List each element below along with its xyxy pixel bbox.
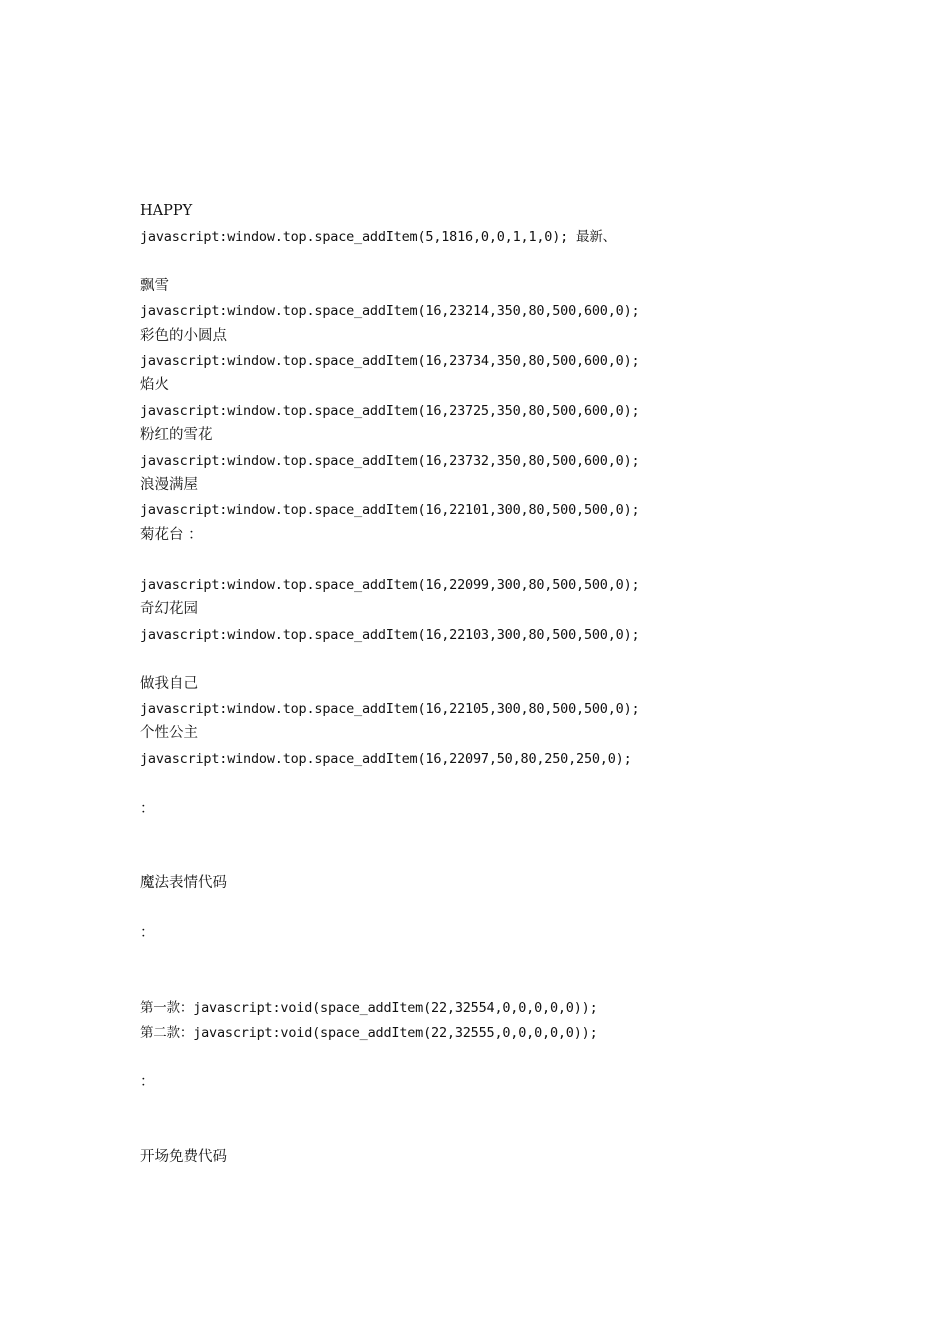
code-line: javascript:window.top.space_addItem(5,1816,0,0,1,1,0); 最新、 bbox=[140, 229, 616, 245]
item-title: 粉红的雪花 bbox=[140, 427, 213, 443]
section-heading: 魔法表情代码 bbox=[140, 875, 227, 891]
colon-marker: ： bbox=[140, 1074, 155, 1090]
item-title: 浪漫满屋 bbox=[140, 477, 198, 493]
item-title: 飘雪 bbox=[140, 278, 169, 294]
code-line: javascript:window.top.space_addItem(16,23214,350,80,500,600,0); bbox=[140, 303, 640, 319]
item-title: 奇幻花园 bbox=[140, 601, 198, 617]
heading-happy: HAPPY bbox=[140, 203, 193, 219]
code-line: javascript:window.top.space_addItem(16,22105,300,80,500,500,0); bbox=[140, 701, 640, 717]
code-line: javascript:window.top.space_addItem(16,22099,300,80,500,500,0); bbox=[140, 577, 640, 593]
item-title: 菊花台 ： bbox=[140, 527, 203, 543]
colon-marker: ： bbox=[140, 925, 155, 941]
item-title: 焰火 bbox=[140, 377, 169, 393]
colon-marker: ： bbox=[140, 801, 155, 817]
item-title: 个性公主 bbox=[140, 725, 198, 741]
code-line: javascript:window.top.space_addItem(16,22101,300,80,500,500,0); bbox=[140, 502, 640, 518]
code-line: javascript:window.top.space_addItem(16,23734,350,80,500,600,0); bbox=[140, 353, 640, 369]
code-line: javascript:window.top.space_addItem(16,23725,350,80,500,600,0); bbox=[140, 403, 640, 419]
item-title: 做我自己 bbox=[140, 676, 198, 692]
code-line: javascript:window.top.space_addItem(16,22097,50,80,250,250,0); bbox=[140, 751, 632, 767]
section-heading: 开场免费代码 bbox=[140, 1149, 227, 1165]
code-line: 第二款：javascript:void(space_addItem(22,32555,0,0,0,0,0)); bbox=[140, 1025, 598, 1041]
code-line: 第一款：javascript:void(space_addItem(22,32554,0,0,0,0,0)); bbox=[140, 1000, 598, 1016]
item-title: 彩色的小圆点 bbox=[140, 328, 227, 344]
code-line: javascript:window.top.space_addItem(16,23732,350,80,500,600,0); bbox=[140, 453, 640, 469]
code-line: javascript:window.top.space_addItem(16,22103,300,80,500,500,0); bbox=[140, 627, 640, 643]
